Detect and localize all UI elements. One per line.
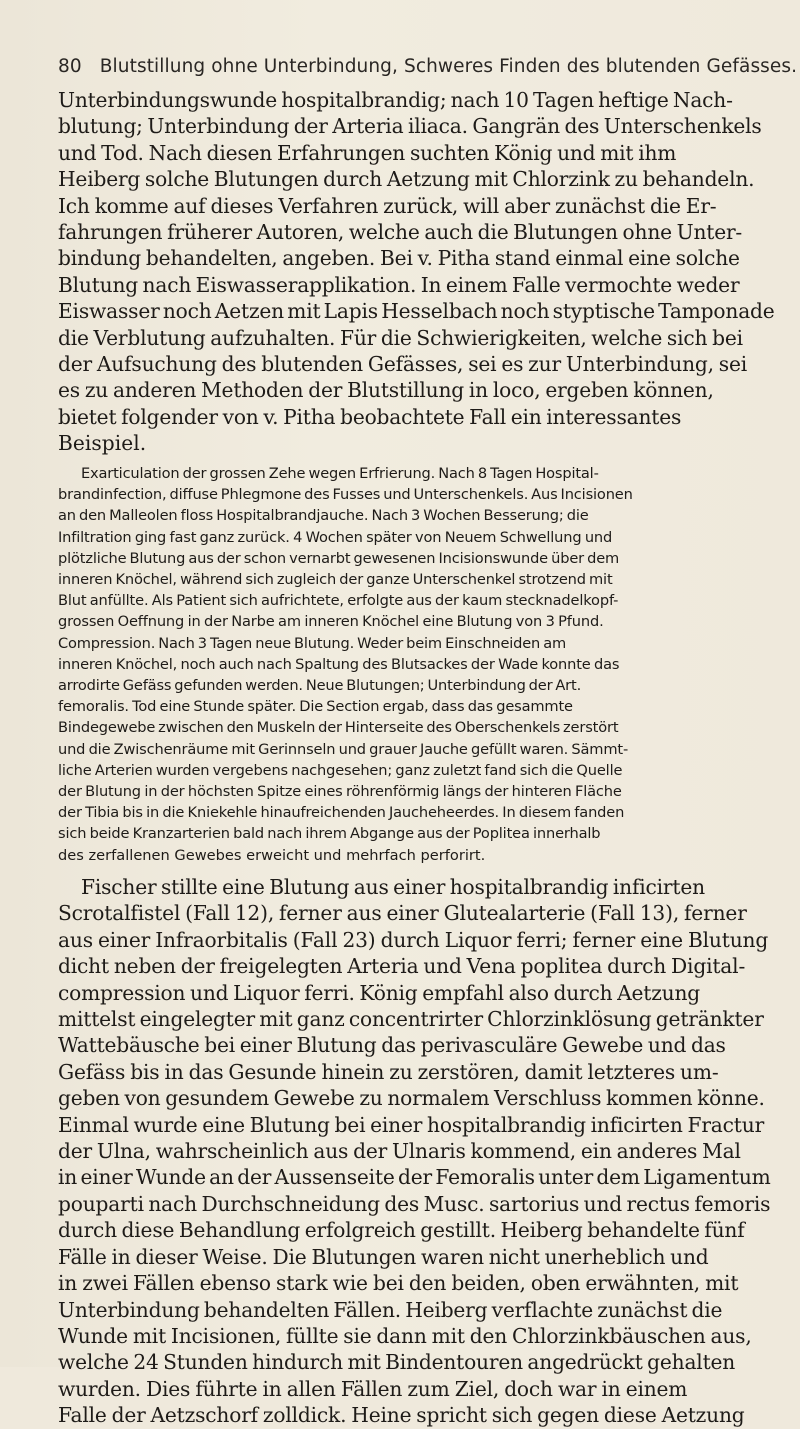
case-report-line: grossen Oeffnung in der Narbe am inneren Knöchel eine Blutung von 3 Pfund. (58, 613, 604, 631)
paragraph-2-line: wurden. Dies führte in allen Fällen zum Ziel, doch war in einem (58, 1376, 688, 1401)
paragraph-2-line: geben von gesundem Gewebe zu normalem Verschluss kommen könne. (58, 1086, 765, 1111)
paragraph-2-line: Unterbindung behandelten Fällen. Heiberg verflachte zunächst die (58, 1297, 723, 1322)
case-report-line: der Tibia bis in die Kniekehle hinaufreichenden Jaucheheerdes. In diesem fanden (58, 804, 625, 822)
paragraph-1-line: Blutung nach Eiswasserapplikation. In einem Falle vermochte weder (58, 272, 740, 297)
paragraph-1-line: bindung behandelten, angeben. Bei v. Pitha stand einmal eine solche (58, 246, 740, 271)
paragraph-1-line: und Tod. Nach diesen Erfahrungen suchten König und mit ihm (58, 140, 677, 165)
paragraph-2-line: compression und Liquor ferri. König empfahl also durch Aetzung (58, 980, 701, 1005)
case-report-line: brandinfection, diffuse Phlegmone des Fusses und Unterschenkels. Aus Incisionen (58, 486, 633, 504)
paragraph-1-line: blutung; Unterbindung der Arteria iliaca. Gangrän des Unterschenkels (58, 114, 762, 139)
paragraph-fischer-koenig-heiberg (58, 874, 798, 1429)
paragraph-2-line: Fälle in dieser Weise. Die Blutungen waren nicht unerheblich und (58, 1244, 709, 1269)
page-number: 80 (58, 56, 82, 77)
paragraph-2-line: der Ulna, wahrscheinlich aus der Ulnaris kommend, ein anderes Mal (58, 1139, 741, 1164)
case-report-line: plötzliche Blutung aus der schon vernarbt gewesenen Incisionswunde über dem (58, 549, 620, 567)
paragraph-1-line: bietet folgender von v. Pitha beobachtete Fall ein interessantes (58, 404, 682, 429)
paragraph-2-line: in zwei Fällen ebenso stark wie bei den beiden, oben erwähnten, mit (58, 1271, 739, 1296)
case-report-line: Infiltration ging fast ganz zurück. 4 Wochen später von Neuem Schwellung und (58, 528, 613, 546)
case-report-small-print (58, 463, 798, 866)
paragraph-1-line: der Aufsuchung des blutenden Gefässes, sei es zur Unterbindung, sei (58, 352, 748, 377)
case-report-line: Exarticulation der grossen Zehe wegen Erfrierung. Nach 8 Tagen Hospital- (81, 465, 599, 482)
paragraph-1-line: es zu anderen Methoden der Blutstillung in loco, ergeben können, (58, 378, 714, 403)
case-report-line: und die Zwischenräume mit Gerinnseln und grauer Jauche gefüllt waren. Sämmt- (58, 740, 629, 758)
paragraph-2-line: Scrotalfistel (Fall 12), ferner aus einer Glutealarterie (Fall 13), ferner (58, 901, 747, 926)
running-title: Blutstillung ohne Unterbindung, Schweres Finden des blutenden Gefässes. (99, 56, 798, 77)
paragraph-1-line: Eiswasser noch Aetzen mit Lapis Hesselbach noch styptische Tamponade (58, 299, 775, 324)
case-report-line: der Blutung in der höchsten Spitze eines röhrenförmig längs der hinteren Fläche (58, 783, 622, 801)
paragraph-2-line: pouparti nach Durchschneidung des Musc. sartorius und rectus femoris (58, 1191, 771, 1216)
paragraph-2-line: Gefäss bis in das Gesunde hinein zu zerstören, damit letzteres um- (58, 1059, 719, 1084)
paragraph-continued (58, 87, 798, 457)
paragraph-2-line: Wunde mit Incisionen, füllte sie dann mit den Chlorzinkbäuschen aus, (58, 1323, 752, 1348)
case-report-line: femoralis. Tod eine Stunde später. Die Section ergab, dass das gesammte (58, 698, 573, 716)
paragraph-1-line: Heiberg solche Blutungen durch Aetzung mit Chlorzink zu behandeln. (58, 167, 755, 192)
case-report-line: inneren Knöchel, noch auch nach Spaltung des Blutsackes der Wade konnte das (58, 655, 620, 673)
case-report-line: an den Malleolen floss Hospitalbrandjauche. Nach 3 Wochen Besserung; die (58, 507, 589, 525)
paragraph-1-line: Beispiel. (58, 431, 147, 456)
paragraph-2-line: aus einer Infraorbitalis (Fall 23) durch Liquor ferri; ferner eine Blutung (58, 927, 769, 952)
paragraph-2-line: Fischer stillte eine Blutung aus einer hospitalbrandig inficirten (81, 875, 705, 899)
running-header (58, 56, 798, 86)
case-report-line: arrodirte Gefäss gefunden werden. Neue Blutungen; Unterbindung der Art. (58, 677, 582, 695)
case-report-line: sich beide Kranzarterien bald nach ihrem Abgange aus der Poplitea innerhalb (58, 825, 601, 843)
paragraph-1-line: die Verblutung aufzuhalten. Für die Schwierigkeiten, welche sich bei (58, 325, 743, 350)
paragraph-1-line: Ich komme auf dieses Verfahren zurück, will aber zunächst die Er- (58, 193, 717, 218)
paragraph-2-line: dicht neben der freigelegten Arteria und Vena poplitea durch Digital- (58, 954, 746, 979)
paragraph-1-line: fahrungen früherer Autoren, welche auch die Blutungen ohne Unter- (58, 220, 743, 245)
case-report-line: Blut anfüllte. Als Patient sich aufrichtete, erfolgte aus der kaum stecknadelkopf- (58, 592, 619, 610)
paragraph-2-line: Einmal wurde eine Blutung bei einer hospitalbrandig inficirten Fractur (58, 1112, 765, 1137)
paragraph-2-line: mittelst eingelegter mit ganz concentrirter Chlorzinklösung getränkter (58, 1007, 764, 1032)
case-report-line: Bindegewebe zwischen den Muskeln der Hinterseite des Oberschenkels zerstört (58, 719, 619, 737)
paragraph-2-line: in einer Wunde an der Aussenseite der Femoralis unter dem Ligamentum (58, 1165, 771, 1190)
paragraph-2-line: durch diese Behandlung erfolgreich gestillt. Heiberg behandelte fünf (58, 1218, 745, 1243)
case-report-line: Compression. Nach 3 Tagen neue Blutung. Weder beim Einschneiden am (58, 634, 566, 652)
paragraph-2-line: Falle der Aetzschorf zolldick. Heine spricht sich gegen diese Aetzung (58, 1403, 745, 1428)
case-report-line: inneren Knöchel, während sich zugleich der ganze Unterschenkel strotzend mit (58, 571, 613, 589)
paragraph-2-line: Wattebäusche bei einer Blutung das perivasculäre Gewebe und das (58, 1033, 726, 1058)
case-report-line: des zerfallenen Gewebes erweicht und mehrfach perforirt. (58, 846, 486, 864)
paragraph-1-line: Unterbindungswunde hospitalbrandig; nach 10 Tagen heftige Nach- (58, 88, 733, 112)
case-report-line: liche Arterien wurden vergebens nachgesehen; ganz zuletzt fand sich die Quelle (58, 761, 623, 779)
paragraph-2-line: welche 24 Stunden hindurch mit Bindentouren angedrückt gehalten (58, 1350, 736, 1375)
